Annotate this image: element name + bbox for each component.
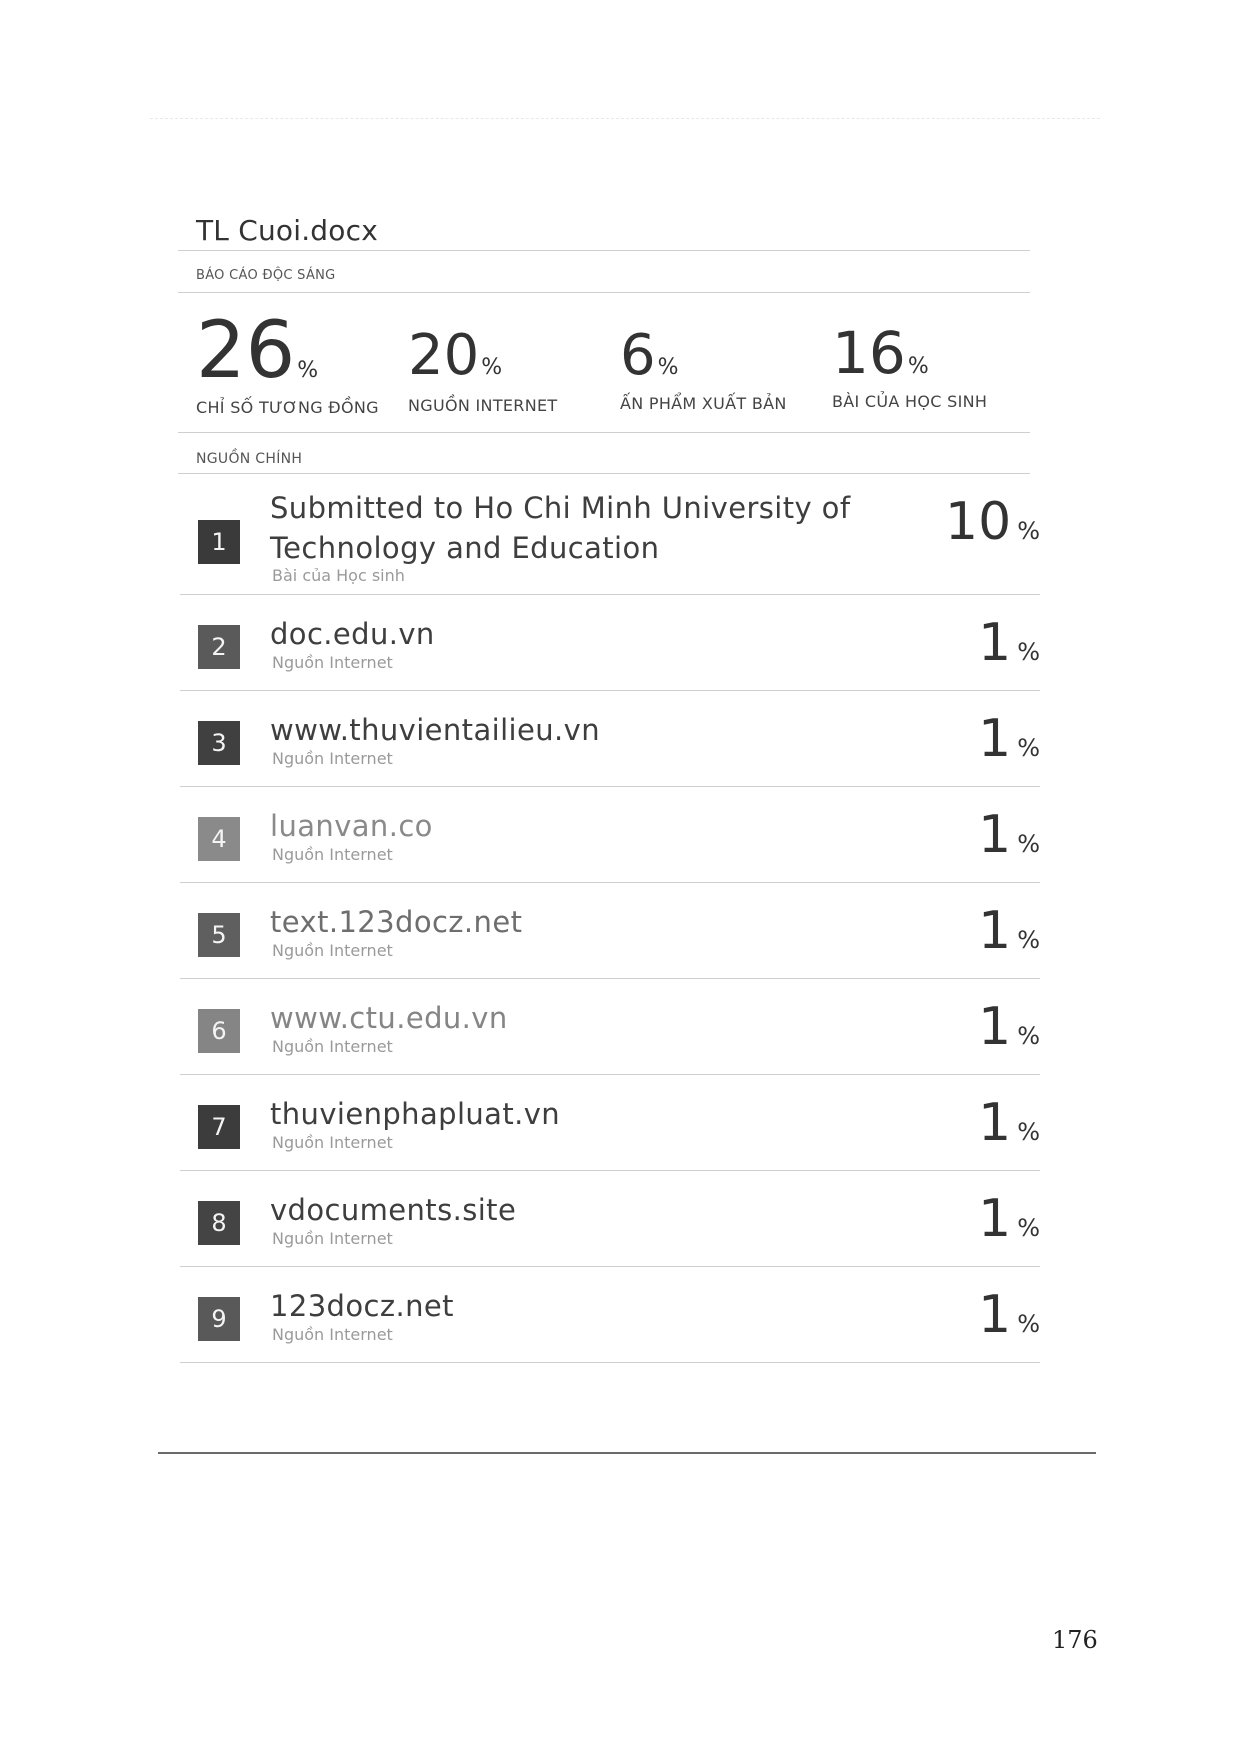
source-percent: [978, 1093, 1040, 1153]
source-name-line1: Submitted to Ho Chi Minh University of: [270, 491, 851, 525]
stat-value: 26: [196, 306, 296, 396]
source-name: [270, 488, 850, 568]
source-percent-unit: %: [1017, 638, 1040, 666]
source-percent-value: 10: [945, 492, 1012, 552]
page-number: 176: [1052, 1626, 1098, 1654]
source-rank-badge: 2: [198, 625, 240, 669]
stat-value: 20: [408, 323, 480, 388]
source-percent-value: 1: [978, 709, 1012, 769]
top-faint-line: [150, 118, 1100, 119]
source-row: [180, 1267, 1040, 1363]
source-type: Nguồn Internet: [272, 749, 393, 768]
source-percent-value: 1: [978, 1189, 1012, 1249]
primary-sources-label: NGUỒN CHÍNH: [196, 451, 303, 467]
source-percent: [978, 613, 1040, 673]
source-percent-value: 1: [978, 1093, 1012, 1153]
source-type: Nguồn Internet: [272, 1037, 393, 1056]
stat-value: 6: [620, 323, 656, 388]
source-name: doc.edu.vn: [270, 617, 435, 651]
source-type: Bài của Học sinh: [272, 566, 405, 585]
stat-label: CHỈ SỐ TƯƠNG ĐỒNG: [196, 398, 379, 417]
source-name: vdocuments.site: [270, 1193, 517, 1227]
source-rank-badge: 8: [198, 1201, 240, 1245]
source-percent: [978, 805, 1040, 865]
source-type: Nguồn Internet: [272, 845, 393, 864]
stat-label: BÀI CỦA HỌC SINH: [832, 392, 988, 411]
source-rank-badge: 5: [198, 913, 240, 957]
source-row: [180, 883, 1040, 979]
source-row: [180, 979, 1040, 1075]
source-percent: [945, 492, 1040, 552]
stat-unit: %: [297, 358, 319, 383]
source-percent-unit: %: [1017, 1214, 1040, 1242]
title-divider: [178, 250, 1030, 251]
source-percent-unit: %: [1017, 734, 1040, 762]
source-rank-badge: 7: [198, 1105, 240, 1149]
stat-label: ẤN PHẨM XUẤT BẢN: [620, 394, 787, 413]
source-name: www.thuvientailieu.vn: [270, 713, 600, 747]
source-type: Nguồn Internet: [272, 1133, 393, 1152]
source-row: [180, 595, 1040, 691]
source-name-line2: Technology and Education: [270, 531, 660, 565]
stat-student-papers: [832, 319, 988, 411]
stat-label: NGUỒN INTERNET: [408, 396, 558, 415]
source-percent-value: 1: [978, 1285, 1012, 1345]
stat-unit: %: [657, 355, 679, 380]
stat-publications: [620, 323, 787, 413]
source-divider: [180, 1362, 1040, 1363]
stat-unit: %: [481, 355, 503, 380]
source-percent-unit: %: [1017, 1310, 1040, 1338]
stat-unit: %: [907, 354, 929, 379]
source-name: www.ctu.edu.vn: [270, 1001, 508, 1035]
source-row: [180, 1171, 1040, 1267]
document-title: TL Cuoi.docx: [196, 214, 378, 247]
source-name: thuvienphapluat.vn: [270, 1097, 561, 1131]
source-rank-badge: 4: [198, 817, 240, 861]
source-percent-value: 1: [978, 805, 1012, 865]
stat-value: 16: [832, 319, 906, 387]
source-rank-badge: 3: [198, 721, 240, 765]
report-label-divider: [178, 292, 1030, 293]
source-percent: [978, 709, 1040, 769]
source-percent: [978, 901, 1040, 961]
source-percent: [978, 1285, 1040, 1345]
source-name: 123docz.net: [270, 1289, 454, 1323]
source-row: [180, 787, 1040, 883]
source-rank-badge: 6: [198, 1009, 240, 1053]
source-percent-unit: %: [1017, 517, 1040, 545]
source-percent: [978, 997, 1040, 1057]
source-type: Nguồn Internet: [272, 653, 393, 672]
source-percent-unit: %: [1017, 926, 1040, 954]
source-percent-value: 1: [978, 997, 1012, 1057]
source-row: [180, 474, 1040, 594]
source-row: [180, 691, 1040, 787]
report-label: BÁO CÁO ĐỘC SÁNG: [196, 268, 336, 283]
source-rank-badge: 9: [198, 1297, 240, 1341]
source-percent: [978, 1189, 1040, 1249]
stat-similarity-index: [196, 306, 379, 417]
source-name: luanvan.co: [270, 809, 433, 843]
source-percent-value: 1: [978, 901, 1012, 961]
stat-internet-sources: [408, 323, 558, 415]
source-percent-unit: %: [1017, 1118, 1040, 1146]
source-percent-unit: %: [1017, 830, 1040, 858]
source-rank-badge: 1: [198, 520, 240, 564]
source-name: text.123docz.net: [270, 905, 523, 939]
source-row: [180, 1075, 1040, 1171]
stats-divider: [178, 432, 1030, 433]
footer-rule: [158, 1452, 1096, 1454]
source-percent-value: 1: [978, 613, 1012, 673]
source-type: Nguồn Internet: [272, 1325, 393, 1344]
source-percent-unit: %: [1017, 1022, 1040, 1050]
source-type: Nguồn Internet: [272, 1229, 393, 1248]
source-type: Nguồn Internet: [272, 941, 393, 960]
